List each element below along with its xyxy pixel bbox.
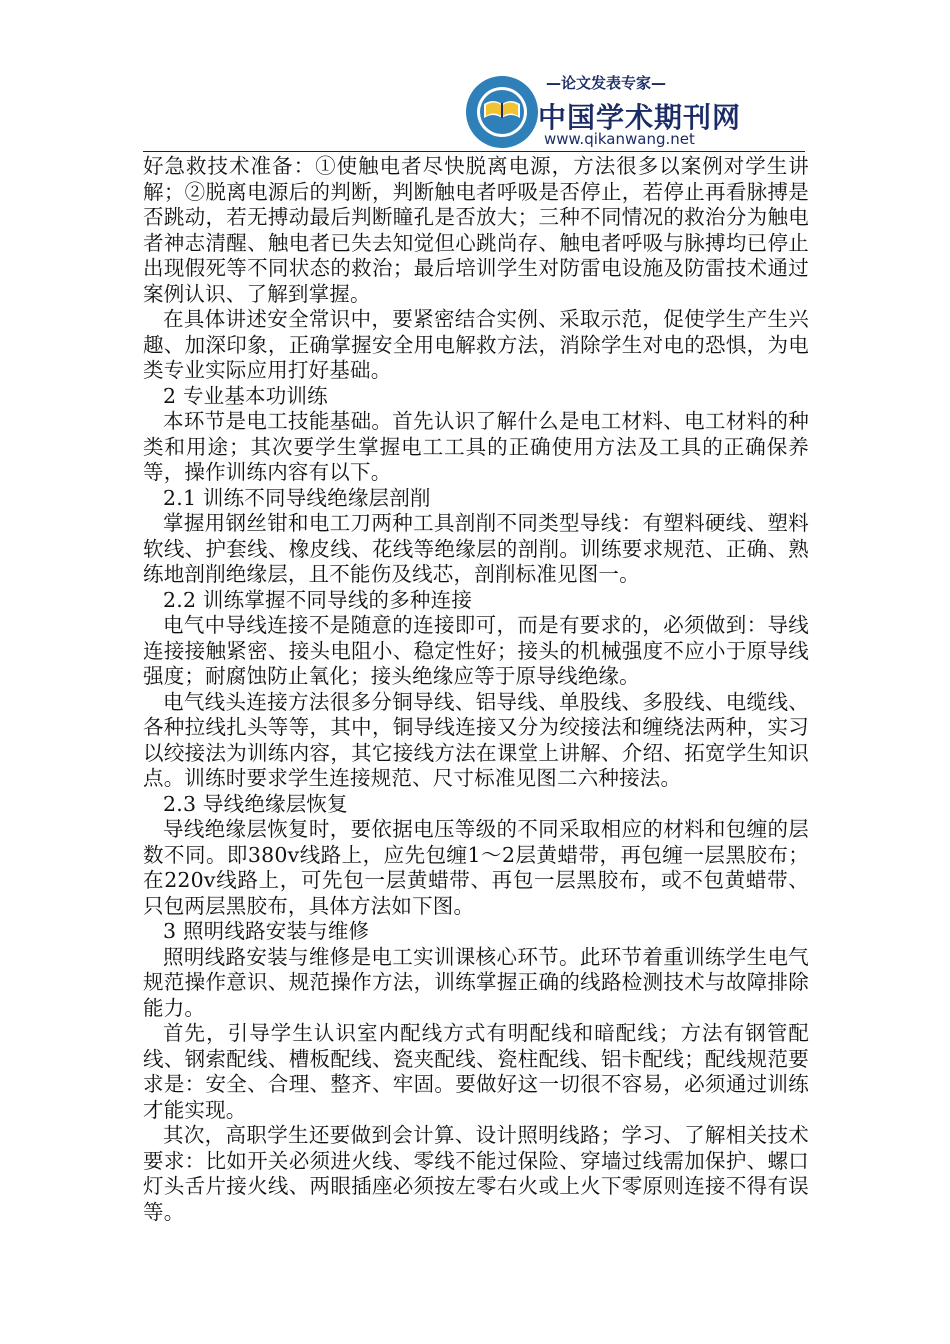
paragraph: 其次，高职学生还要做到会计算、设计照明线路；学习、了解相关技术要求：比如开关必须进火线、零线不能过保险、穿墙过线需加保护、螺口灯头舌片接火线、两眼插座必须按左零右火或上火下零原则连接不得有误等。 [143,1123,809,1224]
subsection-heading: 2.3 导线绝缘层恢复 [163,791,348,816]
paragraph: 在具体讲述安全常识中，要紧密结合实例、采取示范，促使学生产生兴趣、加深印象，正确掌握安全用电解救方法，消除学生对电的恐惧，为电类专业实际应用打好基础。 [143,307,809,382]
brand-name: 中国学术期刊网 [538,101,742,134]
paragraph: 首先，引导学生认识室内配线方式有明配线和暗配线；方法有钢管配线、钢索配线、槽板配线、瓷夹配线、瓷柱配线、铝卡配线；配线规范要求是：安全、合理、整齐、牢固。要做好这一切很不容易，必须通过训练才能实现。 [143,1021,809,1122]
brand-url: www.qikanwang.net [544,130,695,148]
paragraph: 电气中导线连接不是随意的连接即可，而是有要求的，必须做到：导线连接接触紧密、接头电阻小、稳定性好；接头的机械强度不应小于原导线强度；耐腐蚀防止氧化；接头绝缘应等于原导线绝缘。 [143,613,809,688]
paragraph: 照明线路安装与维修是电工实训课核心环节。此环节着重训练学生电气规范操作意识、规范操作方法，训练掌握正确的线路检测技术与故障排除能力。 [143,944,809,1020]
section-heading: 3 照明线路安装与维修 [163,919,370,943]
subsection-heading: 2.1 训练不同导线绝缘层剖削 [163,485,431,510]
paragraph: 本环节是电工技能基础。首先认识了解什么是电工材料、电工材料的种类和用途；其次要学生掌握电工工具的正确使用方法及工具的正确保养等，操作训练内容有以下。 [143,409,809,484]
paragraph: 好急救技术准备：①使触电者尽快脱离电源，方法很多以案例对学生讲解；②脱离电源后的判断，判断触电者呼吸是否停止，若停止再看脉搏是否跳动，若无搏动最后判断瞳孔是否放大；三种不同情况的救治分为触电者神志清醒、触电者已失去知觉但心跳尚存、触电者呼吸与脉搏均已停止出现假死等不同状态的救治；最后培训学生对防雷电设施及防雷技术通过案例认识、了解到掌握。 [143,154,809,306]
paragraph: 电气线头连接方法很多分铜导线、铝导线、单股线、多股线、电缆线、各种拉线扎头等等，其中，铜导线连接又分为绞接法和缠绕法两种，实习以绞接法为训练内容，其它接线方法在课堂上讲解、介绍、拓宽学生知识点。训练时要求学生连接规范、尺寸标准见图二六种接法。 [143,689,809,790]
site-logo-header [458,70,742,152]
paragraph: 导线绝缘层恢复时，要依据电压等级的不同采取相应的材料和包缠的层数不同。即380v线路上，应先包缠1～2层黄蜡带，再包缠一层黑胶布；在220v线路上，可先包一层黄蜡带、再包一层黑胶布，或不包黄蜡带、只包两层黑胶布，具体方法如下图。 [143,817,809,918]
logo-emblem-icon [464,74,540,150]
paragraph: 掌握用钢丝钳和电工刀两种工具剖削不同类型导线：有塑料硬线、塑料软线、护套线、橡皮线、花线等绝缘层的剖削。训练要求规范、正确、熟练地剖削绝缘层，且不能伤及线芯，剖削标准见图一。 [143,511,809,586]
header-divider [143,151,805,152]
header-tagline: —论文发表专家— [546,74,667,92]
subsection-heading: 2.2 训练掌握不同导线的多种连接 [163,587,473,612]
article-body [143,154,809,1225]
section-heading: 2 专业基本功训练 [163,383,328,408]
